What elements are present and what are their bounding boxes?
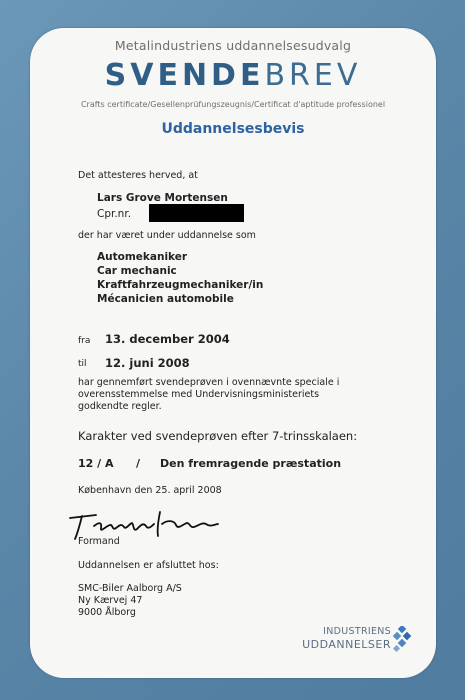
document-type: Uddannelsesbevis [161, 121, 305, 137]
completion-text [78, 377, 339, 413]
grade-intro: Karakter ved svendeprøven efter 7-trinsskalaen: [78, 429, 358, 443]
education-intro: der har været under uddannelse som [78, 230, 256, 241]
completion-line: overensstemmelse med Undervisningsministeriets [78, 389, 320, 400]
completion-line: godkendte regler. [78, 401, 162, 412]
certificate-paper [30, 28, 436, 678]
title-part-brev: BREV [264, 58, 362, 93]
logo-line2: UDDANNELSER [302, 638, 391, 651]
organization-name: Metalindustriens uddannelsesudvalg [114, 38, 352, 53]
company-name: SMC-Biler Aalborg A/S [78, 583, 182, 594]
company-street: Ny Kærvej 47 [78, 595, 143, 606]
company-city: 9000 Ålborg [78, 607, 136, 618]
person-name: Lars Grove Mortensen [97, 192, 228, 204]
logo-line1: INDUSTRIENS [323, 626, 391, 637]
industriens-uddannelser-logo [302, 626, 413, 658]
from-label: fra [78, 336, 91, 346]
trade-title: Car mechanic [97, 265, 177, 277]
grade-separator: / [136, 457, 141, 470]
cpr-redaction [149, 204, 244, 222]
cpr-label: Cpr.nr. [97, 208, 132, 220]
company-address [78, 583, 182, 619]
completed-at-label: Uddannelsen er afsluttet hos: [78, 560, 219, 571]
to-date: 12. juni 2008 [105, 356, 190, 370]
trade-title-list [97, 250, 263, 306]
place-date: København den 25. april 2008 [78, 485, 222, 496]
attest-line: Det attesteres herved, at [78, 170, 198, 181]
logo-squares-icon [393, 626, 413, 652]
grade-value: 12 / A [78, 457, 114, 470]
certificate-title [30, 58, 436, 93]
trade-title: Mécanicien automobile [97, 293, 234, 305]
trade-title: Kraftfahrzeugmechaniker/in [97, 279, 264, 291]
grade-description: Den fremragende præstation [160, 457, 342, 470]
completion-line: har gennemført svendeprøven i ovennævnte speciale i [78, 377, 340, 388]
trade-title: Automekaniker [97, 251, 188, 263]
certificate-subtitle: Crafts certificate/Gesellenprüfungszeugnis/Certificat d'aptitude professionel [80, 100, 386, 109]
to-label: til [78, 359, 87, 369]
title-part-svende: SVENDE [104, 58, 265, 93]
from-date: 13. december 2004 [105, 332, 230, 346]
signature-role: Formand [78, 536, 120, 547]
